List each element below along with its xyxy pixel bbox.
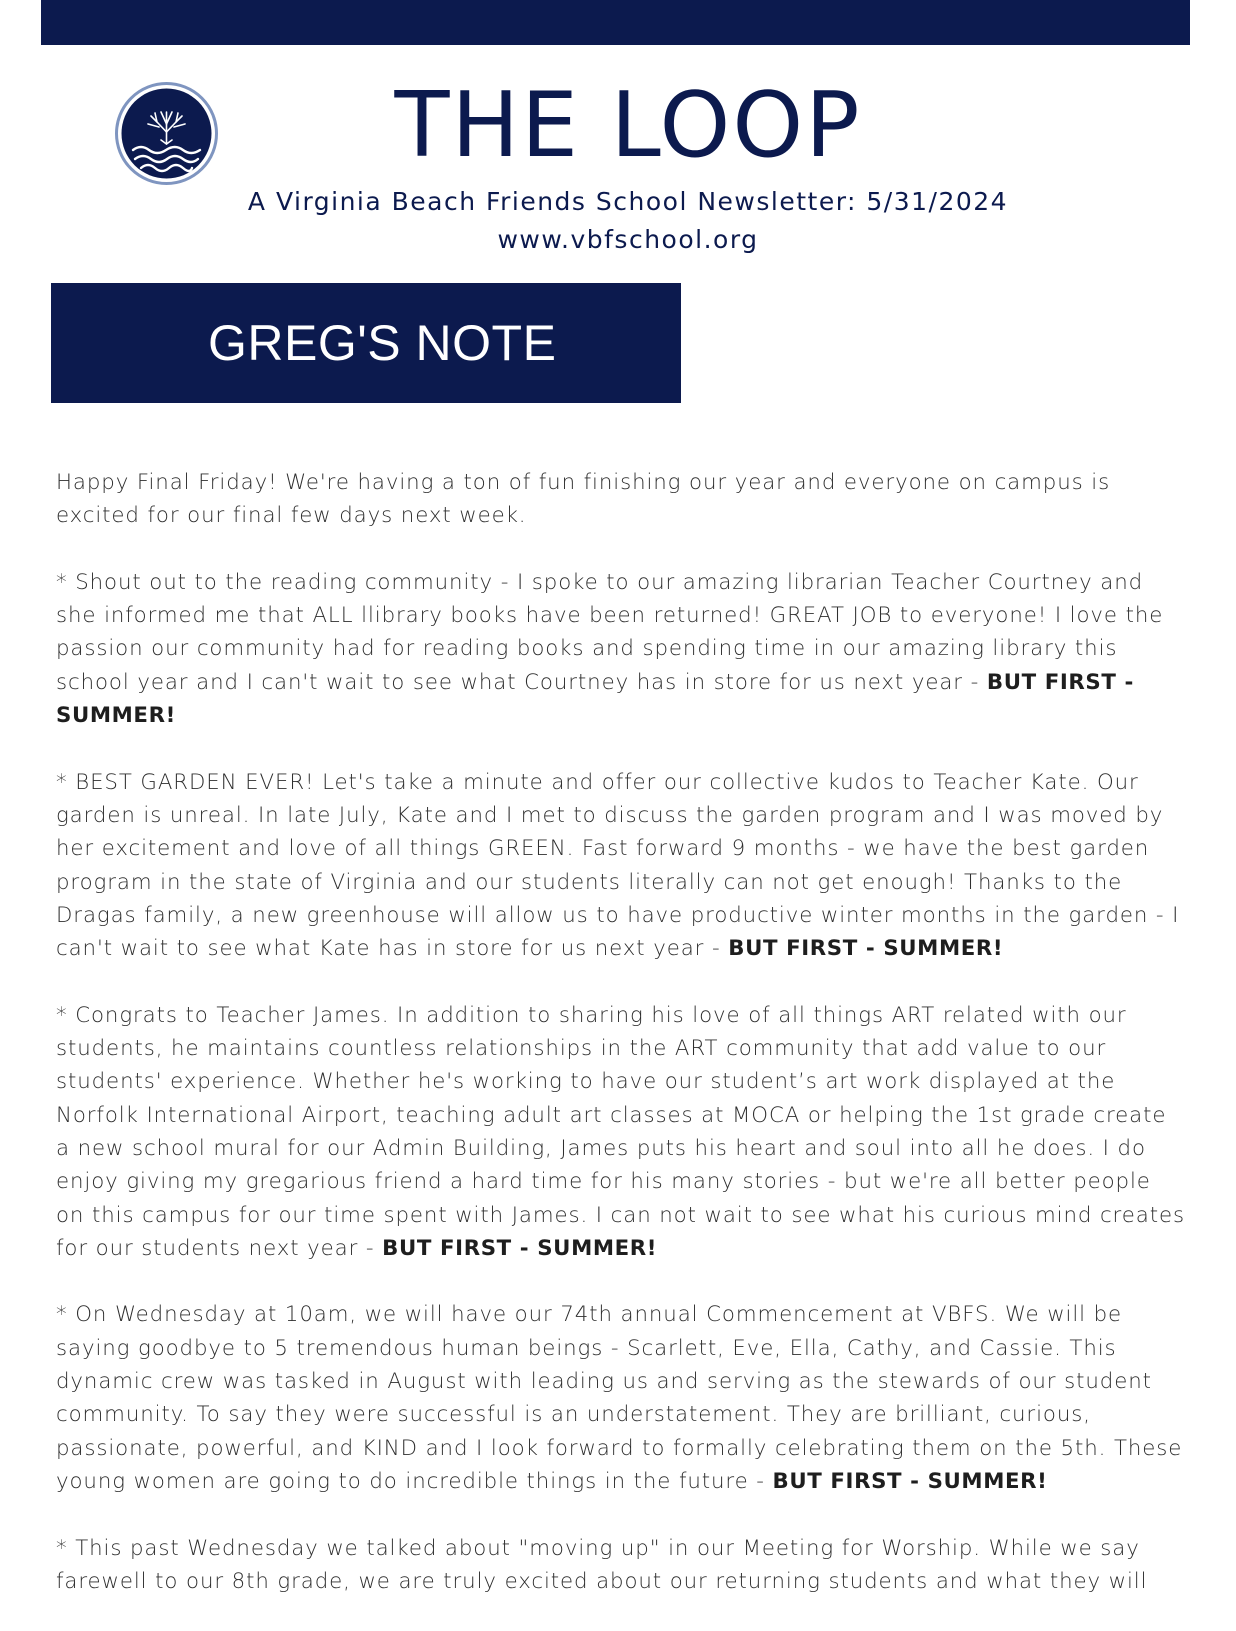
emphasis-text: BUT FIRST - SUMMER! xyxy=(772,1468,1048,1494)
emphasis-text: BUT FIRST - SUMMER! xyxy=(382,1235,658,1261)
top-banner-bar xyxy=(41,0,1190,45)
paragraph: Happy Final Friday! We're having a ton of fun finishing our year and everyone on campus is excited for our final few days next week. xyxy=(56,470,1111,529)
emphasis-text: BUT FIRST - SUMMER! xyxy=(56,669,1134,729)
paragraph: * On Wednesday at 10am, we will have our 74th annual Commencement at VBFS. We will be saying goodbye to 5 tremendous human beings - Scarlett, Eve, Ella, Cathy, and Cassie. This dynamic crew was tasked in August with leading us and serving as the stewards of our student community. To say they were successful is an understatement. They are brilliant, curious, passionate, powerful, and KIND and I look forward to formally celebrating them on the 5th. These young women are going to do incredible things in the future - BUT FIRST - SUMMER! xyxy=(56,1302,1183,1494)
newsletter-title: THE LOOP xyxy=(394,73,862,178)
emphasis-text: BUT FIRST - SUMMER! xyxy=(728,936,1004,962)
paragraph: * Shout out to the reading community - I spoke to our amazing librarian Teacher Courtney and she informed me that ALL llibrary books have been returned! GREAT JOB to everyone! I love the passion our community had for reading books and spending time in our amazing library this school year and I can't wait to see what Courtney has in store for us next year - BUT FIRST - SUMMER! xyxy=(56,569,1164,729)
section-heading-banner xyxy=(51,283,681,403)
article-body xyxy=(56,466,1186,1631)
section-heading: GREG'S NOTE xyxy=(208,315,557,371)
school-website-link[interactable]: www.vbfschool.org xyxy=(497,225,759,254)
paragraph: * This past Wednesday we talked about "moving up" in our Meeting for Worship. While we say farewell to our 8th grade, we are truly excited about our returning students and what they will xyxy=(56,1535,1148,1594)
paragraph: * BEST GARDEN EVER! Let's take a minute and offer our collective kudos to Teacher Kate. Our garden is unreal. In late July, Kate and I met to discuss the garden program and I was moved by her excitement and love of all things GREEN. Fast forward 9 months - we have the best garden program in the state of Virginia and our students literally can not get enough! Thanks to the Dragas family, a new greenhouse will allow us to have productive winter months in the garden - I can't wait to see what Kate has in store for us next year - BUT FIRST - SUMMER! xyxy=(56,769,1180,962)
paragraph: * Congrats to Teacher James. In addition to sharing his love of all things ART related with our students, he maintains countless relationships in the ART community that add value to our students' experience. Whether he's working to have our student’s art work displayed at the Norfolk International Airport, teaching adult art classes at MOCA or helping the 1st grade create a new school mural for our Admin Building, James puts his heart and soul into all he does. I do enjoy giving my gregarious friend a hard time for his many stories - but we're all better people on this campus for our time spent with James. I can not wait to see what his curious mind creates for our students next year - BUT FIRST - SUMMER! xyxy=(56,1002,1185,1261)
newsletter-subtitle: A Virginia Beach Friends School Newsletter: 5/31/2024 xyxy=(247,187,1009,216)
